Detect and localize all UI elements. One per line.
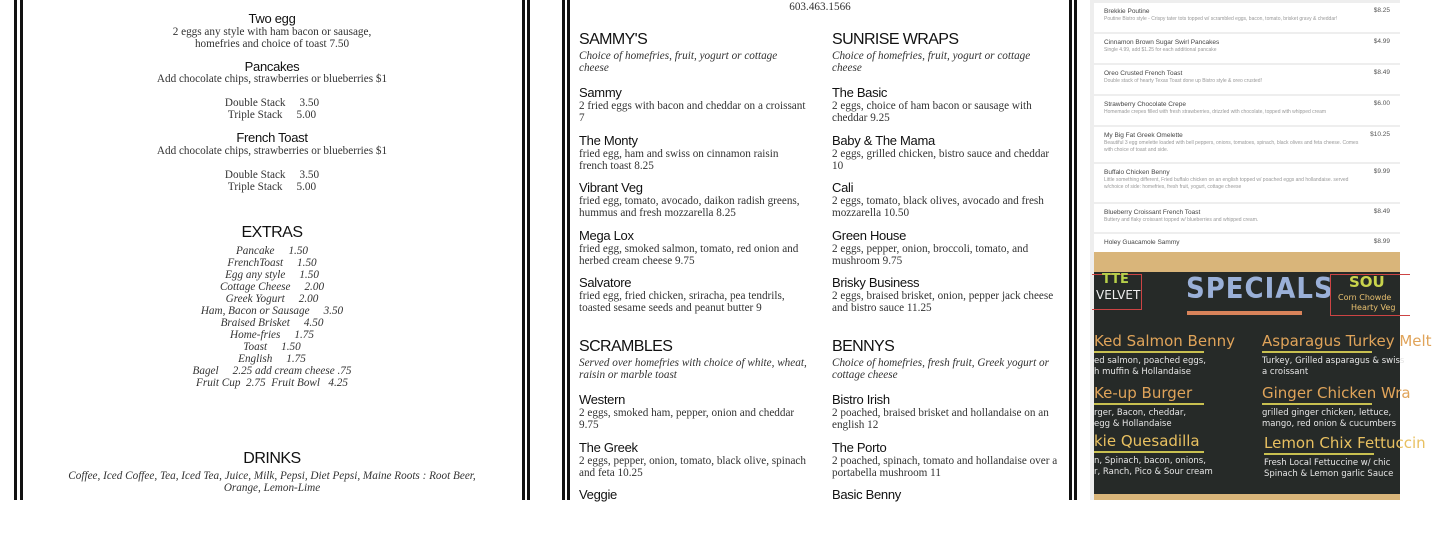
menu-card-name: My Big Fat Greek Omelette <box>1104 132 1183 139</box>
menu-item <box>579 229 809 277</box>
menu-item-name: The Porto <box>832 439 887 455</box>
special-desc: h muffin & Hollandaise <box>1094 367 1191 377</box>
menu-item-desc: fried egg, ham and swiss on cinnamon raisin french toast 8.25 <box>579 147 779 172</box>
border-line <box>1074 0 1077 500</box>
item-title: Two egg <box>248 11 296 26</box>
menu-item-name: Western <box>579 392 626 407</box>
menu-item-desc: 2 eggs, tomato, black olives, avocado and fresh mozzarella 10.50 <box>832 195 1044 219</box>
section-desc: Choice of homefries, fresh fruit, Greek yogurt or cottage cheese <box>832 357 1049 381</box>
menu-card-price: $9.99 <box>1373 168 1390 175</box>
item-desc: homefries and choice of toast 7.50 <box>194 38 350 50</box>
menu-item-desc: fried egg, smoked salmon, tomato, red onion and herbed cream cheese 9.75 <box>579 242 799 267</box>
section-title: BENNYS <box>832 338 895 355</box>
special-name: Ginger Chicken Wra <box>1262 384 1411 402</box>
extras-item: Toast 1.50 <box>243 341 301 353</box>
menu-item <box>579 393 809 441</box>
specials-chalkboard-photo <box>1094 252 1432 500</box>
border-line <box>567 0 570 500</box>
special-desc: rger, Bacon, cheddar, <box>1094 408 1187 418</box>
menu-card-price: $8.49 <box>1373 69 1390 76</box>
menu-item-name: Vibrant Veg <box>579 180 643 195</box>
menu-card-name: Strawberry Chocolate Crepe <box>1104 101 1187 108</box>
phone-number: 603.463.1566 <box>789 1 851 13</box>
menu-card-desc: Little something different, Fried buffalo chicken on an english topped w/ poached eggs and hollandaise. served w/choice of side: homefries, fresh fruit, yogurt, cottage cheese <box>1104 177 1349 190</box>
price-line: Double Stack 3.50 <box>224 97 320 109</box>
extras-item: Fruit Cup 2.75 Fruit Bowl 4.25 <box>196 377 348 389</box>
menu-item <box>832 86 1062 134</box>
menu-card-name: Oreo Crusted French Toast <box>1104 70 1183 77</box>
menu-card[interactable] <box>1094 96 1400 125</box>
section-sammys <box>579 31 809 324</box>
extras-item: Pancake 1.50 <box>235 245 309 257</box>
menu-item-desc: 2 poached, braised brisket and hollandaise on an english 12 <box>832 407 1049 431</box>
menu-item <box>579 134 809 182</box>
chalk-text: SOU <box>1349 273 1385 291</box>
menu-item-name: Green House <box>832 227 907 243</box>
menu-item-desc: 2 eggs, pepper, onion, broccoli, tomato, and mushroom 9.75 <box>832 242 1029 267</box>
menu-item <box>579 441 809 489</box>
menu-item-desc: 2 eggs, smoked ham, pepper, onion and cheddar 9.75 <box>579 407 795 431</box>
menu-item-name: Baby & The Mama <box>832 132 935 148</box>
menu-card-name: Cinnamon Brown Sugar Swirl Pancakes <box>1104 39 1220 46</box>
menu-item <box>832 488 1062 536</box>
menu-item-name: The Basic <box>832 85 888 100</box>
special-desc: n, Spinach, bacon, onions, <box>1094 456 1206 466</box>
item-desc: 2 eggs any style with ham bacon or sausage, <box>172 26 372 38</box>
menu-item-name: Basic Benny <box>832 487 901 502</box>
menu-item <box>832 229 1062 277</box>
menu-card-desc: Beautiful 3 egg omelette loaded with bell peppers, onions, tomatoes, spinach, black olives and feta cheese. Comes with choice of toast and side. <box>1104 140 1359 153</box>
price-line: Triple Stack 5.00 <box>227 109 317 121</box>
menu-item <box>832 393 1062 441</box>
menu-item-name: Brisky Business <box>832 275 920 290</box>
extras-item: Braised Brisket 4.50 <box>220 317 324 329</box>
menu-card[interactable] <box>1094 127 1400 162</box>
section-desc: Choice of homefries, fruit, yogurt or cottage cheese <box>832 50 1031 74</box>
menu-card-price: $8.49 <box>1373 208 1390 215</box>
menu-item-desc: 2 poached, spinach, tomato and hollandaise over a portabella mushroom 11 <box>832 454 1058 479</box>
special-desc: Turkey, Grilled asparagus & swiss <box>1262 356 1405 366</box>
extras-item: Bagel 2.25 add cream cheese .75 <box>192 365 352 377</box>
menu-item-desc: 2 eggs, pepper, onion, tomato, black olive, spinach and feta 10.25 <box>579 454 806 479</box>
menu-item-desc: 2 eggs, choice of ham bacon or sausage with cheddar 9.25 <box>832 100 1032 124</box>
menu-item-name: Bistro Irish <box>832 392 890 407</box>
border-line <box>1069 0 1072 500</box>
extras-item: Cottage Cheese 2.00 <box>219 281 325 293</box>
border-line <box>527 0 530 500</box>
menu-card[interactable] <box>1094 164 1400 202</box>
menu-item-name: Cali <box>832 180 854 195</box>
menu-item <box>579 276 809 324</box>
extras-list <box>30 245 514 389</box>
menu-card[interactable] <box>1094 3 1400 32</box>
menu-card-price: $4.99 <box>1373 38 1390 45</box>
menu-card-desc: Poutine Bistro style - Crispy tater tots topped w/ scrambled eggs, bacon, tomato, brisket gravy & cheddar! <box>1104 16 1338 22</box>
section-title: EXTRAS <box>241 224 303 241</box>
border-line <box>14 0 17 500</box>
item-desc: Add chocolate chips, strawberries or blueberries $1 <box>156 145 388 157</box>
special-name: kie Quesadilla <box>1094 432 1200 450</box>
menu-card-price: $6.00 <box>1373 100 1390 107</box>
menu-card[interactable] <box>1094 234 1400 252</box>
chalk-text: Hearty Veg <box>1351 303 1396 312</box>
border-line <box>20 0 23 500</box>
menu-card-name: Holey Guacamole Sammy <box>1104 239 1180 246</box>
drinks-desc: Orange, Lemon-Lime <box>223 482 321 494</box>
menu-item <box>832 134 1062 182</box>
menu-card[interactable] <box>1094 65 1400 94</box>
extras-item: Ham, Bacon or Sausage 3.50 <box>200 305 344 317</box>
menu-card-desc: Double stack of hearty Texas Toast done up Bistro style & oreo crusted! <box>1104 78 1262 84</box>
menu-item <box>579 488 809 536</box>
special-desc: egg & Hollandaise <box>1094 419 1172 429</box>
menu-item-name: Sammy <box>579 85 622 100</box>
chalk-text: Corn Chowde <box>1338 293 1392 302</box>
menu-item <box>832 276 1062 324</box>
menu-item-desc: 2 eggs, braised brisket, onion, pepper jack cheese and bistro sauce 11.25 <box>832 290 1054 314</box>
special-name: Ke-up Burger <box>1094 384 1193 402</box>
special-name: Lemon Chix Fettuccin <box>1264 434 1426 452</box>
menu-card-price: $10.25 <box>1370 131 1390 138</box>
special-desc: Spinach & Lemon garlic Sauce <box>1264 469 1394 479</box>
section-scrambles <box>579 338 809 536</box>
menu-card-desc: Homemade crepes filled with fresh strawberries, drizzled with chocolate, topped with whipped cream <box>1104 109 1327 115</box>
section-desc: Served over homefries with choice of white, wheat, raisin or marble toast <box>579 357 807 381</box>
menu-item <box>832 441 1062 489</box>
menu-card[interactable] <box>1094 34 1400 63</box>
section-title: SCRAMBLES <box>579 338 673 355</box>
special-desc: a croissant <box>1262 367 1309 377</box>
extras-item: Greek Yogurt 2.00 <box>225 293 319 305</box>
menu-item-desc: 2 fried eggs with bacon and cheddar on a croissant 7 <box>579 100 806 124</box>
border-line <box>522 0 525 500</box>
section-title: SAMMY'S <box>579 31 648 48</box>
menu-card-name: Brekkie Poutine <box>1104 8 1150 15</box>
chalk-title: SPECIALS <box>1186 272 1334 306</box>
menu-item-name: Salvatore <box>579 275 632 290</box>
menu-item-name: The Greek <box>579 439 638 455</box>
menu-card-desc: Single 4.99, add $1.25 for each additional pancake <box>1104 47 1217 53</box>
menu-card-name: Blueberry Croissant French Toast <box>1104 209 1201 216</box>
special-desc: ed salmon, poached eggs, <box>1094 356 1206 366</box>
menu-card-name: Buffalo Chicken Benny <box>1104 169 1170 176</box>
special-desc: Fresh Local Fettuccine w/ chic <box>1264 458 1391 468</box>
chalk-text: VELVET <box>1096 288 1141 302</box>
menu-card-price: $8.99 <box>1373 238 1390 245</box>
menu-item-name: Mega Lox <box>579 227 634 243</box>
drinks-desc: Coffee, Iced Coffee, Tea, Iced Tea, Juice, Milk, Pepsi, Diet Pepsi, Maine Roots : Root Beer, <box>68 470 476 482</box>
item-title: Pancakes <box>244 59 300 74</box>
menu-item-name: The Monty <box>579 132 638 148</box>
border-line <box>562 0 565 500</box>
section-desc: Choice of homefries, fruit, yogurt or cottage cheese <box>579 50 778 74</box>
section-bennys <box>832 338 1062 536</box>
price-line: Triple Stack 5.00 <box>227 181 317 193</box>
item-desc: Add chocolate chips, strawberries or blueberries $1 <box>156 73 388 85</box>
menu-item-desc: fried egg, fried chicken, sriracha, pea tendrils, toasted sesame seeds and peanut butter 9 <box>579 290 785 314</box>
extras-item: FrenchToast 1.50 <box>227 257 317 269</box>
extras-item: English 1.75 <box>238 353 306 365</box>
item-title: French Toast <box>236 130 308 145</box>
special-desc: grilled ginger chicken, lettuce, <box>1262 408 1392 418</box>
menu-item-desc: fried egg, tomato, avocado, daikon radish greens, hummus and fresh mozzarella 8.25 <box>579 195 800 219</box>
section-title: DRINKS <box>243 450 301 467</box>
menu-item <box>579 181 809 229</box>
menu-card-desc: Buttery and flaky croissant topped w/ blueberries and whipped cream. <box>1104 217 1259 223</box>
section-title: SUNRISE WRAPS <box>832 31 959 48</box>
menu-card[interactable] <box>1094 204 1400 232</box>
extras-item: Egg any style 1.50 <box>225 269 319 281</box>
chalk-text: TTE <box>1102 272 1129 287</box>
special-name: Asparagus Turkey Melt <box>1262 332 1432 350</box>
menu-card-price: $8.25 <box>1373 7 1390 14</box>
special-name: Ked Salmon Benny <box>1094 332 1235 350</box>
menu-item-name: Veggie <box>579 487 617 502</box>
menu-item <box>832 181 1062 229</box>
special-desc: mango, red onion & cucumbers <box>1262 419 1397 429</box>
chalkboard <box>1094 272 1432 494</box>
menu-item <box>579 86 809 134</box>
price-line: Double Stack 3.50 <box>224 169 320 181</box>
menu-item-desc: 2 eggs, grilled chicken, bistro sauce and cheddar 10 <box>832 147 1050 172</box>
section-sunrise-wraps <box>832 31 1062 324</box>
extras-item: Home-fries 1.75 <box>230 329 314 341</box>
special-desc: r, Ranch, Pico & Sour cream <box>1094 467 1213 477</box>
